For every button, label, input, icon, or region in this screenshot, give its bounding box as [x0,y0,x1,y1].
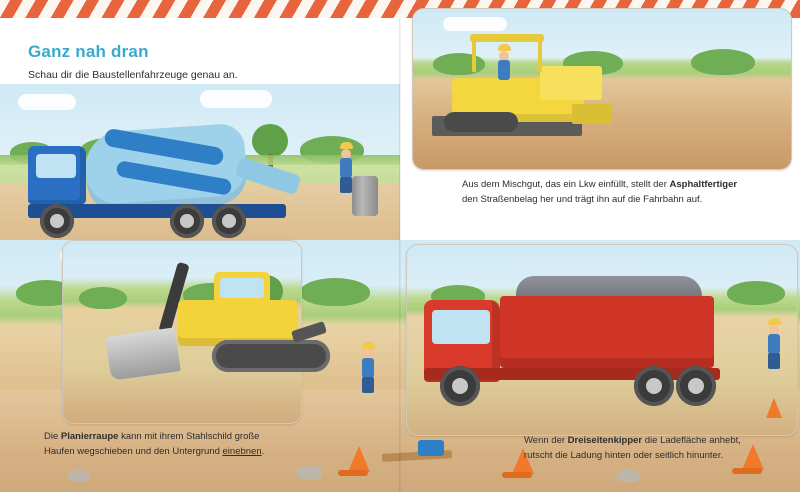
caption-dozer-line-1-post: kann mit ihrem Stahlschild große [118,431,260,442]
worker-body [768,334,780,354]
book-fold [399,18,401,492]
worker-legs [340,177,352,193]
caption-dozer-line-2-post: . [261,445,265,457]
bush [691,49,755,75]
page-title: Ganz nah dran [28,42,149,61]
toolbox [418,440,444,456]
worker-legs [768,353,780,369]
traffic-cone [766,398,782,418]
worker-body [340,158,352,178]
intro-line-1: Schau dir die Baustellenfahrzeuge genau an. [28,69,238,81]
caption-dozer-line-2-pre: Haufen wegschieben und den Untergrund [44,445,223,457]
dozer-cab-window [220,278,264,298]
caption-dozer-line-1-pre: Die [44,431,61,442]
traffic-cone [348,446,370,472]
wheel [440,366,480,406]
paver-canopy [470,34,544,42]
paver-canopy-post [472,42,476,72]
traffic-cone-base [732,468,762,474]
paver-hopper [540,66,602,100]
bush [300,278,370,306]
worker-helmet [340,142,353,149]
tree-crown [252,124,288,158]
wheel [634,366,674,406]
mixer-cab-window [36,154,76,178]
worker-helmet [768,318,781,325]
caption-dumper-line-1-post: die Ladefläche anhebt, [642,435,741,446]
cloud [200,90,272,108]
wheel [170,204,204,238]
bush [79,287,127,309]
wheel [212,204,246,238]
caption-dozer-underlined: einebnen [222,445,262,457]
stone [68,470,90,482]
caption-dozer-bold: Planierraupe [60,431,119,442]
worker-legs [362,377,374,393]
worker-helmet [362,342,375,349]
caption-dozer [44,430,294,459]
traffic-cone-base [338,470,368,476]
paver-operator-body [498,60,510,80]
bush [433,53,485,75]
caption-paver-line-1-pre: Aus dem Mischgut, das ein Lkw einfüllt, stellt der [462,179,670,190]
worker-body [362,358,374,378]
stone [616,470,640,482]
paver-screed [572,104,612,124]
caption-paver [462,178,782,207]
caption-dumper-line-2: rutscht die Ladung hinten oder seitlich hinunter. [524,449,724,461]
paver-canopy-post [538,42,542,72]
paver-track [444,112,518,132]
dozer-track [212,340,330,372]
paver-operator-helmet [498,44,511,51]
caption-dumper-bold: Dreiseitenkipper [567,435,643,446]
stone [296,466,322,480]
traffic-cone-base [502,472,532,478]
caption-dumper [524,434,792,463]
cloud [18,94,76,110]
caption-paver-bold: Asphaltfertiger [669,179,738,190]
bush [727,281,785,305]
dump-truck-bed [500,296,714,368]
bush [300,136,364,164]
caption-paver-line-2: den Straßenbelag her und trägt ihn auf die Fahrbahn auf. [462,193,703,205]
cloud [443,17,507,31]
wheel [676,366,716,406]
wheel [40,204,74,238]
caption-dumper-line-1-pre: Wenn der [524,435,568,446]
barrel [352,176,378,216]
dump-truck-window [432,310,490,344]
